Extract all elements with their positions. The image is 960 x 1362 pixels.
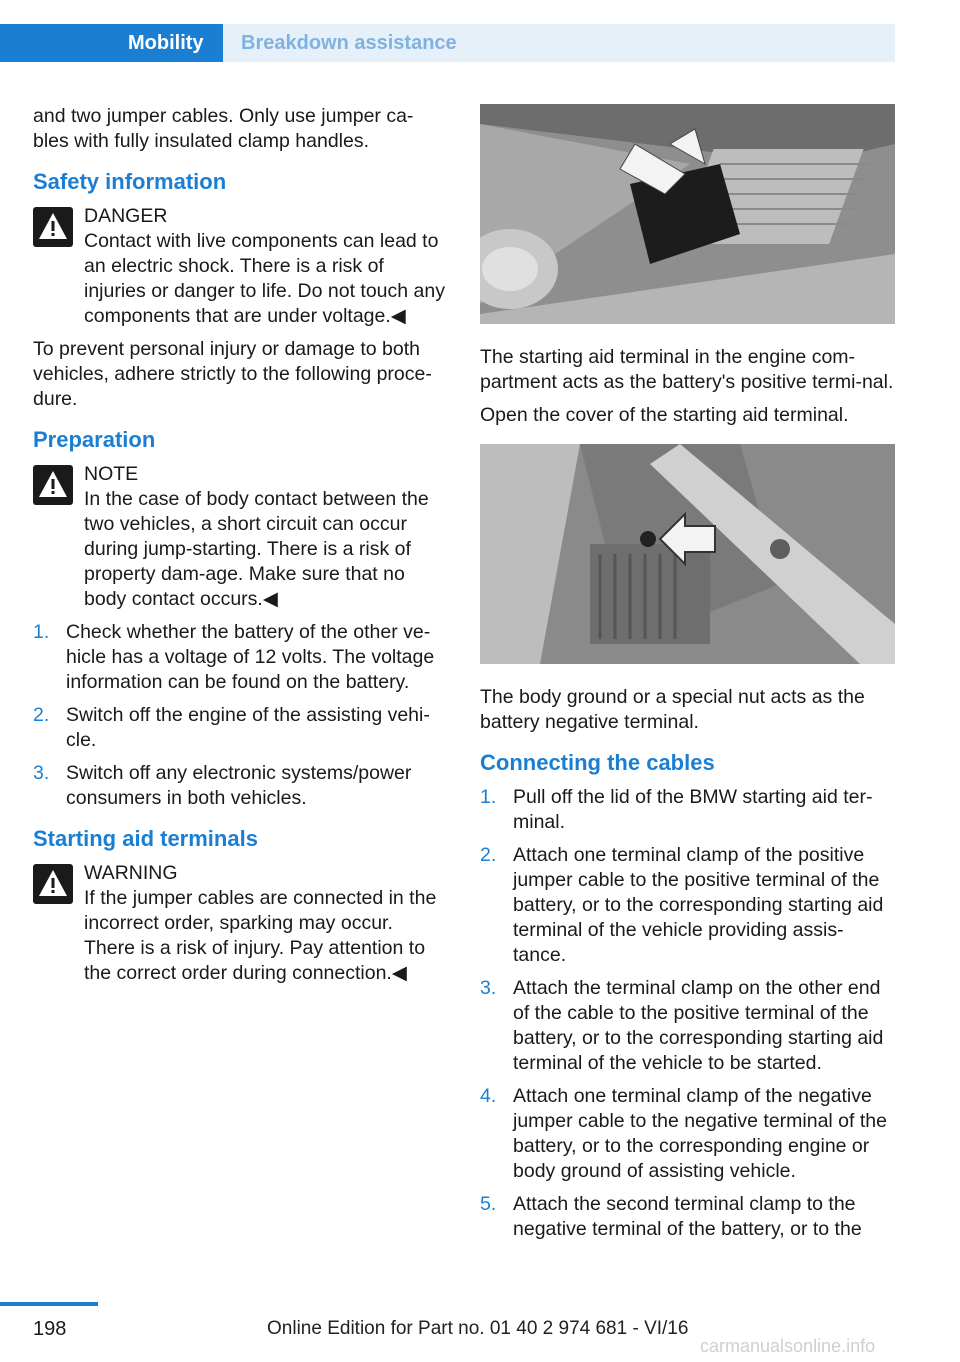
warning-title: WARNING bbox=[84, 862, 178, 884]
step-text: Switch off the engine of the assisting vehi-cle. bbox=[66, 704, 430, 751]
note-warning bbox=[33, 462, 448, 612]
procedure-paragraph: To prevent personal injury or damage to both vehicles, adhere strictly to the following proce-dure. bbox=[33, 338, 432, 410]
list-item bbox=[480, 843, 895, 968]
heading-starting-aid-terminals: Starting aid terminals bbox=[33, 826, 258, 851]
watermark: carmanualsonline.info bbox=[700, 1336, 876, 1356]
page-number: 198 bbox=[33, 1318, 67, 1340]
step-number: 4. bbox=[480, 1085, 497, 1107]
preparation-steps bbox=[33, 620, 448, 811]
warning-box bbox=[33, 861, 448, 986]
step-number: 3. bbox=[33, 762, 50, 784]
danger-warning bbox=[33, 204, 448, 329]
step-text: Attach one terminal clamp of the negative jumper cable to the negative terminal of the battery, or to the corresponding engine or body ground of assisting vehicle. bbox=[513, 1085, 887, 1182]
warning-triangle-icon bbox=[33, 207, 73, 247]
list-item bbox=[480, 785, 895, 835]
step-text: Attach the second terminal clamp to the negative terminal of the battery, or to the bbox=[513, 1193, 862, 1240]
step-number: 1. bbox=[33, 621, 50, 643]
caption-positive-terminal: The starting aid terminal in the engine com-partment acts as the battery's positive termi-nal. bbox=[480, 346, 894, 393]
step-text: Switch off any electronic systems/power consumers in both vehicles. bbox=[66, 762, 412, 809]
list-item bbox=[480, 1192, 895, 1242]
tab-mobility[interactable]: Mobility bbox=[0, 24, 223, 62]
heading-connecting-cables: Connecting the cables bbox=[480, 750, 715, 775]
list-item bbox=[33, 703, 448, 753]
danger-body bbox=[84, 229, 448, 329]
intro-paragraph: and two jumper cables. Only use jumper ca-bles with fully insulated clamp handles. bbox=[33, 105, 414, 152]
danger-body-text: Contact with live components can lead to an electric shock. There is a risk of injuries or danger to life. Do not touch any components that are under voltage.◀ bbox=[84, 230, 445, 327]
heading-safety-information: Safety information bbox=[33, 169, 227, 194]
note-body: In the case of body contact between the two vehicles, a short circuit can occur during jump-starting. There is a risk of property dam-age. Make sure that no body contact occurs.◀ bbox=[84, 488, 429, 610]
step-text: Attach one terminal clamp of the positive jumper cable to the positive terminal of the battery, or to the corresponding starting aid terminal of the vehicle providing assis-tance. bbox=[513, 844, 884, 966]
tab-breakdown-assistance[interactable]: Breakdown assistance bbox=[223, 24, 895, 62]
warning-body: If the jumper cables are connected in the incorrect order, sparking may occur. There is a risk of injury. Pay attention to the correct order during connection.◀ bbox=[84, 887, 437, 984]
step-text: Attach the terminal clamp on the other end of the cable to the positive terminal of the battery, or to the corresponding starting aid terminal of the vehicle to be started. bbox=[513, 977, 884, 1074]
note-title: NOTE bbox=[84, 463, 139, 485]
step-number: 3. bbox=[480, 977, 497, 999]
warning-triangle-icon bbox=[33, 465, 73, 505]
engine-compartment-photo bbox=[480, 104, 895, 324]
page-header bbox=[0, 0, 895, 62]
warning-triangle-icon bbox=[33, 864, 73, 904]
edition-line: Online Edition for Part no. 01 40 2 974 681 - VI/16 bbox=[267, 1318, 689, 1339]
step-number: 5. bbox=[480, 1193, 497, 1215]
caption-open-cover: Open the cover of the starting aid terminal. bbox=[480, 404, 849, 426]
left-column bbox=[33, 104, 448, 994]
body-ground-photo bbox=[480, 444, 895, 664]
list-item bbox=[480, 1084, 895, 1184]
step-text: Pull off the lid of the BMW starting aid ter-minal. bbox=[513, 786, 873, 833]
step-number: 2. bbox=[480, 844, 497, 866]
right-column bbox=[480, 104, 895, 1250]
heading-preparation: Preparation bbox=[33, 427, 156, 452]
list-item bbox=[33, 761, 448, 811]
footer-rule bbox=[0, 1302, 98, 1306]
step-text: Check whether the battery of the other ve-hicle has a voltage of 12 volts. The voltage information can be found on the battery. bbox=[66, 621, 435, 693]
list-item bbox=[33, 620, 448, 695]
caption-negative-terminal: The body ground or a special nut acts as the battery negative terminal. bbox=[480, 686, 865, 733]
danger-title: DANGER bbox=[84, 205, 168, 227]
step-number: 2. bbox=[33, 704, 50, 726]
list-item bbox=[480, 976, 895, 1076]
connecting-steps bbox=[480, 785, 895, 1242]
step-number: 1. bbox=[480, 786, 497, 808]
